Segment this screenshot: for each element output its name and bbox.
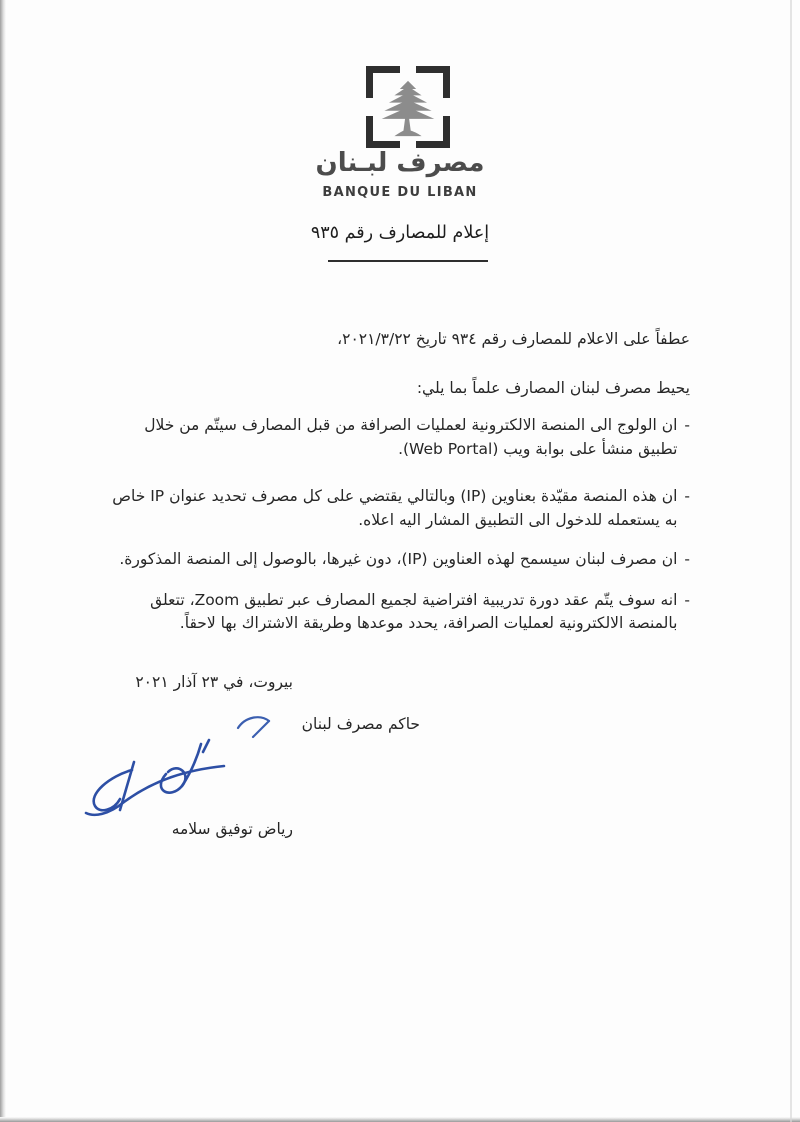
salutation-paragraph: يحيط مصرف لبنان المصارف علماً بما يلي:	[416, 378, 690, 397]
bank-name-arabic: مصرف لبـنان	[315, 148, 485, 178]
letter-body	[110, 328, 690, 636]
bdl-logo	[366, 66, 450, 148]
bullet-dash: -	[684, 550, 690, 568]
bullet-text: ان هذه المنصة مقيّدة بعناوين (IP) وبالتالي يقتضي على كل مصرف تحديد عنوان IP خاص به يستعمله للدخول الى التطبيق المشار اليه اعلاه.	[112, 487, 678, 529]
signer-name: رياض توفيق سلامه	[171, 820, 293, 838]
bullet-text: ان مصرف لبنان سيسمح لهذه العناوين (IP)، دون غيرها، بالوصول إلى المنصة المذكورة.	[119, 550, 678, 568]
bullet-dash: -	[684, 487, 690, 505]
bullet-item	[110, 548, 690, 572]
intro-paragraph: عطفاً على الاعلام للمصارف رقم ٩٣٤ تاريخ ٢٠٢١/٣/٢٢،	[337, 330, 690, 348]
bullet-dash: -	[684, 416, 690, 434]
notice-title: إعلام للمصارف رقم ٩٣٥	[310, 223, 490, 243]
bullet-item	[110, 485, 690, 532]
bullet-text: ان الولوج الى المنصة الالكترونية لعمليات الصرافة من قبل المصارف سيتّم من خلال تطبيق منشأ على بوابة ويب (Web Portal).	[144, 416, 678, 458]
signer-title: حاكم مصرف لبنان	[301, 715, 420, 733]
bullet-dash: -	[684, 590, 690, 609]
bank-name-latin: BANQUE DU LIBAN	[322, 185, 478, 200]
bullet-item	[110, 589, 690, 636]
bullet-text: انه سوف يتّم عقد دورة تدريبية افتراضية لجميع المصارف عبر تطبيق Zoom، تتعلق بالمنصة الالكترونية لعمليات الصرافة، يحدد موعدها وطريقة الاشتراك بها لاحقاً.	[150, 590, 678, 632]
title-underline	[328, 260, 488, 262]
cedar-tree-icon	[377, 79, 439, 137]
signature-scribble	[80, 736, 240, 824]
bullet-item	[110, 414, 690, 461]
dateline: بيروت، في ٢٣ آذار ٢٠٢١	[135, 673, 293, 691]
scan-edge-bottom	[0, 1117, 800, 1122]
